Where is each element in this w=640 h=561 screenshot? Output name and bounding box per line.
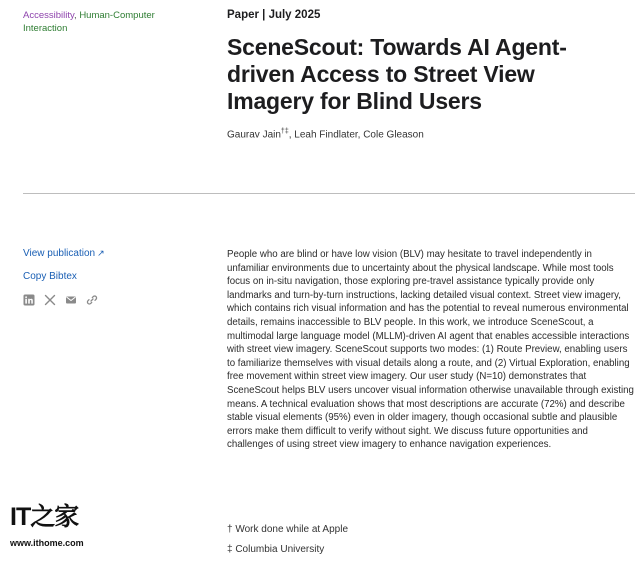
- page-title: SceneScout: Towards AI Agent-driven Access to Street View Imagery for Blind Users: [227, 34, 567, 114]
- footnote-apple: † Work done while at Apple: [227, 524, 349, 535]
- link-icon[interactable]: [86, 294, 98, 306]
- view-publication-link[interactable]: [23, 248, 105, 259]
- divider: [23, 193, 635, 194]
- topic-tags: [23, 9, 173, 35]
- tag-hci[interactable]: Human-Computer Interaction: [23, 10, 155, 34]
- paper-meta: Paper | July 2025: [227, 9, 321, 21]
- external-link-icon: ↗: [97, 248, 105, 258]
- view-publication-label: View publication: [23, 248, 96, 259]
- share-bar: [23, 294, 105, 306]
- watermark-url: www.ithome.com: [10, 538, 84, 548]
- footnotes: [227, 523, 348, 561]
- author-first: Gaurav Jain: [227, 129, 281, 141]
- tag-accessibility[interactable]: Accessibility: [23, 10, 75, 21]
- tag-separator: ,: [74, 10, 77, 21]
- linkedin-icon[interactable]: [23, 294, 35, 306]
- footnote-columbia: ‡ Columbia University: [227, 544, 325, 555]
- x-icon[interactable]: [44, 294, 56, 306]
- sidebar: [23, 248, 105, 306]
- mail-icon[interactable]: [65, 294, 77, 306]
- watermark-logo: IT之家: [10, 503, 79, 531]
- author-marks: †‡: [280, 128, 289, 135]
- author-list: [227, 128, 424, 140]
- copy-bibtex-link[interactable]: Copy Bibtex: [23, 271, 77, 282]
- author-rest: , Leah Findlater, Cole Gleason: [288, 129, 424, 141]
- watermark: [10, 503, 100, 548]
- abstract-text: People who are blind or have low vision (BLV) may hesitate to travel independently in unfamiliar environments due to uncertainty about the physical landscape. While most tools focus on in-situ navigation, those exploring pre-travel assistance typically provide only landmarks and turn-by-turn instructions, lacking detailed visual context. Street view imagery, which contains rich visual information and has the potential to reveal numerous environmental details, remains inaccessible to BLV people. In this work, we introduce SceneScout, a multimodal large language model (MLLM)-driven AI agent that enables accessible interactions with street view imagery. SceneScout supports two modes: (1) Route Preview, enabling users to familiarize themselves with visual details along a route, and (2) Virtual Exploration, enabling free movement within street view imagery. Our user study (N=10) demonstrates that SceneScout helps BLV users uncover visual information otherwise unavailable through existing means. A technical evaluation shows that most descriptions are accurate (72%) and describe stable visual elements (95%) even in older imagery, though occasional subtle and plausible errors make them difficult to verify without sight. We discuss future opportunities and challenges of using street view imagery to enhance navigation experiences.: [227, 249, 634, 451]
